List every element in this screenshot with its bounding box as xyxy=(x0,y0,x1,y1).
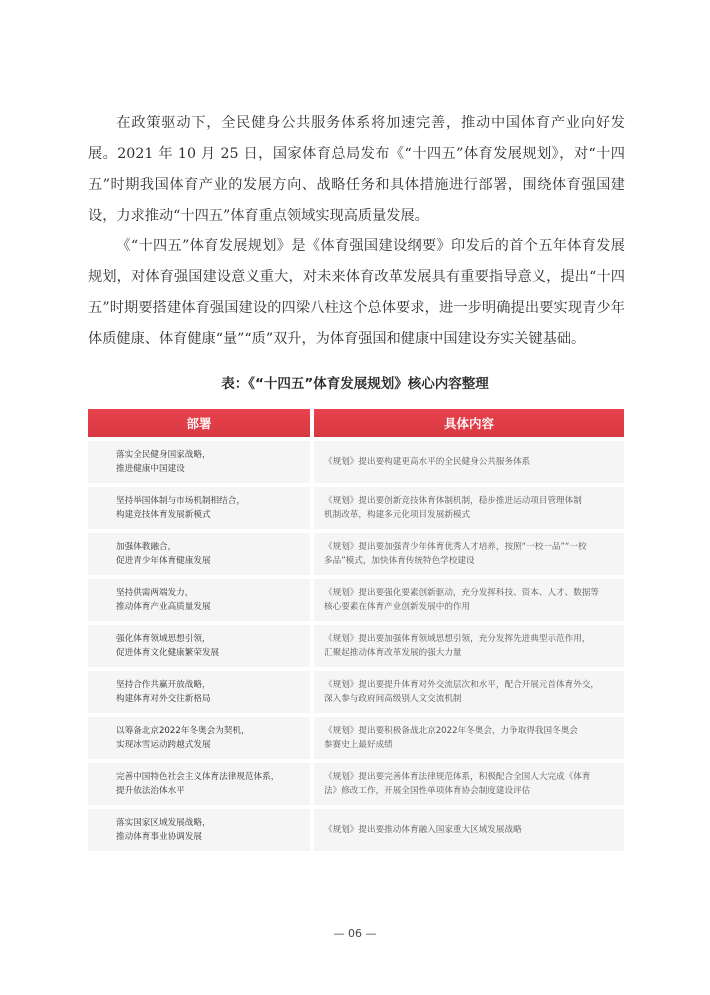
content-line: 《规划》提出要加强青少年体育优秀人才培养，按照“一校一品”“一校 xyxy=(324,542,587,552)
deployment-line: 促进青少年体育健康发展 xyxy=(116,556,211,566)
table-title: 表：《“十四五”体育发展规划》核心内容整理 xyxy=(221,376,489,392)
paragraph-2: 《“十四五”体育发展规划》是《体育强国建设纲要》印发后的首个五年体育发展规划，对体育强国建设意义重大，对未来体育改革发展具有重要指导意义，提出“十四五”时期要搭建体育强国建设的四梁八柱这个总体要求，进一步明确提出要实现青少年体质健康、体育健康“量”“质”双升，为体育强国和健康中国建设夯实关键基础。 xyxy=(88,238,625,347)
deployment-line: 坚持举国体制与市场机制相结合， xyxy=(116,496,245,506)
content-cell xyxy=(314,809,624,851)
content-line: 《规划》提出要推动体育融入国家重大区域发展战略 xyxy=(324,825,522,835)
content-cell xyxy=(314,487,624,529)
deployment-line: 落实国家区域发展战略， xyxy=(116,818,211,828)
deployment-line: 落实全民健身国家战略， xyxy=(116,450,211,460)
deployment-line: 坚持供需两端发力， xyxy=(116,588,194,598)
content-line: 《规划》提出要提升体育对外交流层次和水平，配合开展元首体育外交， xyxy=(324,680,600,690)
content-line: 多品”模式，加快体育传统特色学校建设 xyxy=(324,556,475,566)
deployment-cell xyxy=(88,671,310,713)
deployment-line: 实现冰雪运动跨越式发展 xyxy=(116,740,211,750)
content-table xyxy=(88,409,624,851)
content-cell xyxy=(314,533,624,575)
table-row xyxy=(88,533,624,575)
content-line: 《规划》提出要构建更高水平的全民健身公共服务体系 xyxy=(324,457,531,467)
deployment-line: 加强体教融合， xyxy=(116,542,177,552)
content-line: 参赛史上最好成绩 xyxy=(324,740,393,750)
table-body xyxy=(88,441,624,851)
content-line: 法》修改工作，开展全国性单项体育协会制度建设评估 xyxy=(324,786,531,796)
deployment-line: 强化体育领域思想引领， xyxy=(116,634,211,644)
content-line: 《规划》提出要创新竞技体育体制机制，稳步推进运动项目管理体制 xyxy=(324,496,582,506)
content-line: 《规划》提出要积极备战北京2022年冬奥会，力争取得我国冬奥会 xyxy=(324,726,578,736)
header-content: 具体内容 xyxy=(314,409,624,437)
table-row xyxy=(88,487,624,529)
table-row xyxy=(88,717,624,759)
table-row xyxy=(88,625,624,667)
content-line: 机制改革，构建多元化项目发展新模式 xyxy=(324,510,471,520)
content-line: 《规划》提出要完善体育法律规范体系，积极配合全国人大完成《体育 xyxy=(324,772,591,782)
content-line: 汇聚起推动体育改革发展的强大力量 xyxy=(324,648,462,658)
deployment-cell xyxy=(88,579,310,621)
deployment-cell xyxy=(88,625,310,667)
content-cell xyxy=(314,717,624,759)
table-row xyxy=(88,763,624,805)
content-cell xyxy=(314,763,624,805)
deployment-cell xyxy=(88,441,310,483)
paragraph-1: 在政策驱动下，全民健身公共服务体系将加速完善，推动中国体育产业向好发展。2021 年 10 月 25 日，国家体育总局发布《“十四五”体育发展规划》，对“十四五”时期我国体育产业的发展方向、战略任务和具体措施进行部署，围绕体育强国建设，力求推动“十四五”体育重点领域实现高质量发展。 xyxy=(88,115,625,224)
deployment-line: 提升依法治体水平 xyxy=(116,786,185,796)
deployment-line: 推动体育产业高质量发展 xyxy=(116,602,211,612)
content-cell xyxy=(314,671,624,713)
deployment-cell xyxy=(88,533,310,575)
deployment-line: 坚持合作共赢开放战略， xyxy=(116,680,211,690)
table-row xyxy=(88,441,624,483)
deployment-line: 促进体育文化健康繁荣发展 xyxy=(116,648,220,658)
content-line: 深入参与政府间高级别人文交流机制 xyxy=(324,694,462,704)
deployment-line: 推进健康中国建设 xyxy=(116,464,185,474)
deployment-cell xyxy=(88,763,310,805)
content-cell xyxy=(314,625,624,667)
content-cell xyxy=(314,441,624,483)
content-line: 核心要素在体育产业创新发展中的作用 xyxy=(324,602,471,612)
deployment-line: 构建竞技体育发展新模式 xyxy=(116,510,211,520)
table-row xyxy=(88,579,624,621)
table-header-row xyxy=(88,409,624,437)
table-row xyxy=(88,809,624,851)
deployment-line: 构建体育对外交往新格局 xyxy=(116,694,211,704)
deployment-line: 推动体育事业协调发展 xyxy=(116,832,202,842)
deployment-line: 完善中国特色社会主义体育法律规范体系， xyxy=(116,772,280,782)
deployment-cell xyxy=(88,487,310,529)
deployment-line: 以筹备北京2022年冬奥会为契机， xyxy=(116,726,250,736)
deployment-cell xyxy=(88,809,310,851)
content-line: 《规划》提出要强化要素创新驱动，充分发挥科技、资本、人才、数据等 xyxy=(324,588,600,598)
deployment-cell xyxy=(88,717,310,759)
content-cell xyxy=(314,579,624,621)
header-deployment: 部署 xyxy=(88,409,310,437)
page-number: — 06 — xyxy=(333,927,377,940)
table-row xyxy=(88,671,624,713)
content-line: 《规划》提出要加强体育领域思想引领，充分发挥先进典型示范作用， xyxy=(324,634,591,644)
